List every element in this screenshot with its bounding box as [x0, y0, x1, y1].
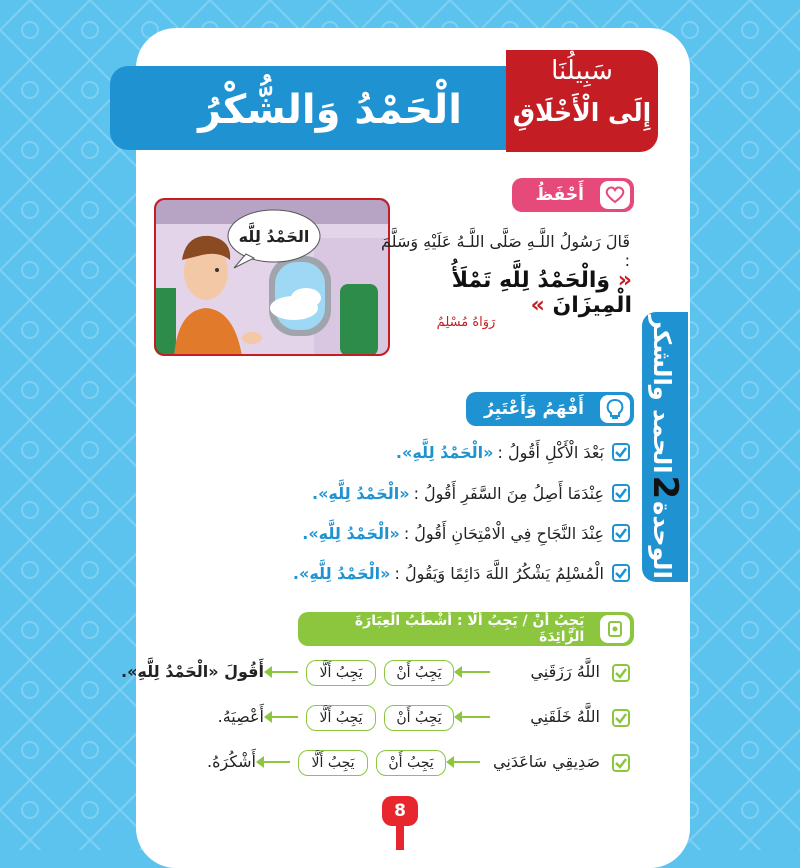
puzzle-icon	[600, 615, 630, 643]
heart-icon	[600, 181, 630, 209]
hadith-intro: قَالَ رَسُولُ اللَّـهِ صَلَّى اللَّـهُ عَلَيْهِ وَسَلَّمَ :	[381, 232, 630, 270]
exercise-start-text: صَدِيقِي سَاعَدَنِي	[493, 752, 600, 771]
page-title: الْحَمْدُ وَالشُّكْرُ	[198, 87, 462, 133]
list-item-highlight: «الْحَمْدُ لِلَّهِ».	[292, 563, 391, 583]
exercise-row	[121, 656, 630, 692]
option-must-not-chip[interactable]: يَجِبُ أَلَّا	[298, 750, 368, 776]
list-item-highlight: «الْحَمْدُ لِلَّهِ».	[302, 523, 400, 543]
hadith-source: رَوَاهُ مُسْلِمٌ	[436, 315, 496, 330]
list-item-text: الْمُسْلِمُ يَشْكُرُ اللَّهَ دَائِمًا وَيَقُولُ :	[394, 563, 604, 583]
page-number-stem	[396, 826, 404, 850]
unit-side-label	[645, 315, 685, 579]
page-number: 8	[382, 796, 418, 826]
option-must-chip[interactable]: يَجِبُ أَنْ	[384, 660, 454, 686]
exercise-end-text: أَشْكُرَهُ.	[207, 752, 256, 771]
exercise-label: يَجِبُ أَنْ / يَجِبُ أَلَّا : أَشْطُبُ الْعِبَارَةَ الزَّائِدَةَ	[354, 613, 585, 645]
exercise-row	[170, 746, 630, 782]
quote-close: »	[530, 293, 545, 318]
quote-open: «	[617, 268, 632, 293]
check-icon	[612, 664, 630, 682]
list-item-text: عِنْدَ النَّجَاحِ فِي الْامْتِحَانِ أَقُولُ :	[403, 523, 604, 543]
hadith-text: وَالْحَمْدُ لِلَّهِ تَمْلَأُ الْمِيزَانَ	[451, 268, 632, 318]
check-icon	[612, 484, 630, 502]
exercise-end-text: أَقُولَ «الْحَمْدُ لِلَّهِ».	[121, 662, 264, 681]
check-icon	[612, 754, 630, 772]
unit-prefix: الوحدة	[648, 501, 676, 579]
check-icon	[612, 564, 630, 582]
arrow-left-icon	[460, 716, 490, 718]
check-icon	[612, 709, 630, 727]
list-item-highlight: «الْحَمْدُ لِلَّهِ».	[395, 442, 494, 462]
option-must-not-chip[interactable]: يَجِبُ أَلَّا	[306, 705, 376, 731]
arrow-left-icon	[270, 671, 298, 673]
speech-bubble-text: الحَمْدُ لِلَّه	[238, 227, 310, 246]
understand-label: أَفْهَمُ وَأَعْتَبِرُ	[484, 399, 584, 419]
exercise-section-header	[298, 612, 634, 646]
list-item	[230, 478, 630, 508]
arrow-left-icon	[270, 716, 298, 718]
exercise-row	[170, 701, 630, 737]
list-item	[230, 437, 630, 467]
list-item-text: عِنْدَمَا أَصِلُ مِنَ السَّفَرِ أَقُولُ :	[413, 483, 604, 503]
memorize-section-header	[512, 178, 634, 212]
list-item	[230, 558, 630, 588]
check-icon	[612, 524, 630, 542]
hadith-main	[376, 268, 632, 318]
understand-section-header	[466, 392, 634, 426]
option-must-chip[interactable]: يَجِبُ أَنْ	[376, 750, 446, 776]
series-tag-line1: سَبِيلُنَا	[551, 56, 613, 86]
arrow-left-icon	[452, 761, 480, 763]
list-item-text: بَعْدَ الْأَكْلِ أَقُولُ :	[497, 442, 604, 462]
list-item-highlight: «الْحَمْدُ لِلَّهِ».	[312, 483, 410, 503]
airplane-boy-illustration	[154, 198, 390, 356]
series-tag-line2: إِلَى الْأَخْلَاقِ	[512, 98, 652, 127]
arrow-left-icon	[460, 671, 490, 673]
lightbulb-icon	[600, 395, 630, 423]
list-item	[230, 518, 630, 548]
check-icon	[612, 443, 630, 461]
unit-title: الحمد والشكر	[648, 315, 676, 474]
unit-number: 2	[645, 475, 685, 500]
exercise-start-text: اللَّهُ رَزَقَنِي	[530, 662, 600, 681]
memorize-label: أَحْفَظُ	[535, 185, 584, 205]
exercise-end-text: أَعْصِيَهُ.	[217, 707, 264, 726]
option-must-not-chip[interactable]: يَجِبُ أَلَّا	[306, 660, 376, 686]
exercise-start-text: اللَّهُ خَلَقَنِي	[530, 707, 600, 726]
option-must-chip[interactable]: يَجِبُ أَنْ	[384, 705, 454, 731]
arrow-left-icon	[262, 761, 290, 763]
